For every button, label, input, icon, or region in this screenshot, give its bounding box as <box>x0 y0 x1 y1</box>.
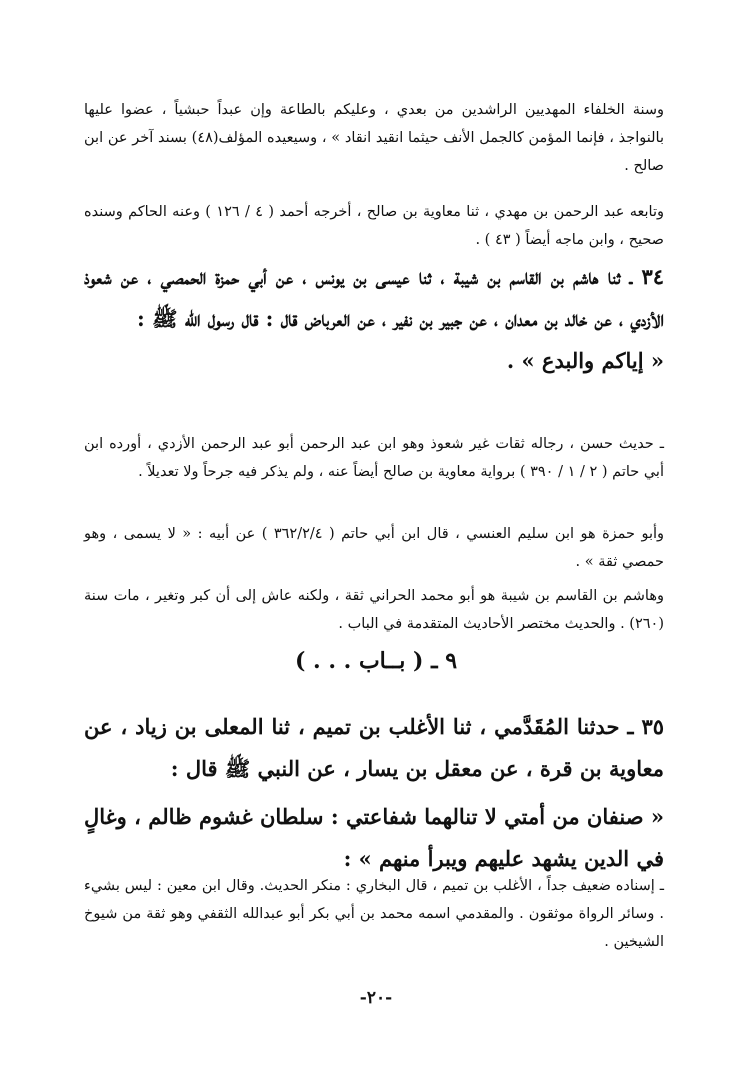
paragraph-text: ـ إسناده ضعيف جداً ، الأغلب بن تميم ، قال البخاري : منكر الحديث. وقال ابن معين : ليس بشيء . وسائر الرواة موثقون . والمقدمي اسمه محمد بن أبي بكر أبو عبدالله الثقفي وهو ثقة من شيوخ الشيخين . <box>84 878 664 950</box>
commentary-paragraph-1 <box>84 96 664 180</box>
hadith-quote: « إياكم والبدع » . <box>506 348 664 373</box>
commentary-paragraph-5 <box>84 582 664 638</box>
hadith-35 <box>84 706 664 790</box>
chapter-heading: ٩ ـ ( بــاب . . . ) <box>294 648 458 674</box>
hadith-text: ٣٥ ـ حدثنا المُقَدَّمي ، ثنا الأغلب بن تميم ، ثنا المعلى بن زياد ، عن معاوية بن قرة ، عن معقل بن يسار ، عن النبي ﷺ قال : <box>84 714 664 781</box>
commentary-paragraph-3 <box>84 430 664 486</box>
page-number: -٢٠- <box>359 988 393 1008</box>
hadith-text: ٣٤ ـ ثنا هاشم بن القاسم بن شيبة ، ثنا عيسى بن يونس ، عن أبي حمزة الحمصي ، عن شعوذ الأزدي ، عن خالد بن معدان ، عن جبير بن نفير ، عن العرباض قال : قال رسول الله ﷺ : <box>84 264 664 331</box>
hadith-35-quote <box>84 796 664 880</box>
commentary-paragraph-6 <box>84 872 664 956</box>
hadith-quote: « صنفان من أمتي لا تنالهما شفاعتي : سلطان غشوم ظالم ، وغالٍ في الدين يشهد عليهم ويبرأ منهم » : <box>84 804 664 871</box>
paragraph-text: وهاشم بن القاسم بن شيبة هو أبو محمد الحراني ثقة ، ولكنه عاش إلى أن كبر وتغير ، مات سنة (٢٦٠) . والحديث مختصر الأحاديث المتقدمة في الباب . <box>84 588 664 632</box>
paragraph-text: وأبو حمزة هو ابن سليم العنسي ، قال ابن أبي حاتم ( ٣٦٢/٢/٤ ) عن أبيه : « لا يسمى ، وهو حمصي ثقة » . <box>84 526 665 570</box>
commentary-paragraph-2 <box>84 198 664 254</box>
hadith-34 <box>84 256 664 382</box>
paragraph-text: ـ حديث حسن ، رجاله ثقات غير شعوذ وهو ابن عبد الرحمن أبو عبد الرحمن الأزدي ، أورده ابن أبي حاتم ( ٢ / ١ / ٣٩٠ ) برواية معاوية بن صالح أيضاً عنه ، ولم يذكر فيه جرحاً ولا تعديلاً . <box>84 436 664 480</box>
paragraph-text: وتابعه عبد الرحمن بن مهدي ، ثنا معاوية بن صالح ، أخرجه أحمد ( ٤ / ١٢٦ ) وعنه الحاكم وسنده صحيح ، وابن ماجه أيضاً ( ٤٣ ) . <box>84 204 664 248</box>
commentary-paragraph-4 <box>84 520 664 576</box>
paragraph-text: وسنة الخلفاء المهديين الراشدين من بعدي ، وعليكم بالطاعة وإن عبداً حبشياً ، عضوا عليها بالنواجذ ، فإنما المؤمن كالجمل الأنف حيثما انقيد انقاد » ، وسيعيده المؤلف(٤٨) بسند آخر عن ابن صالح . <box>84 102 664 174</box>
